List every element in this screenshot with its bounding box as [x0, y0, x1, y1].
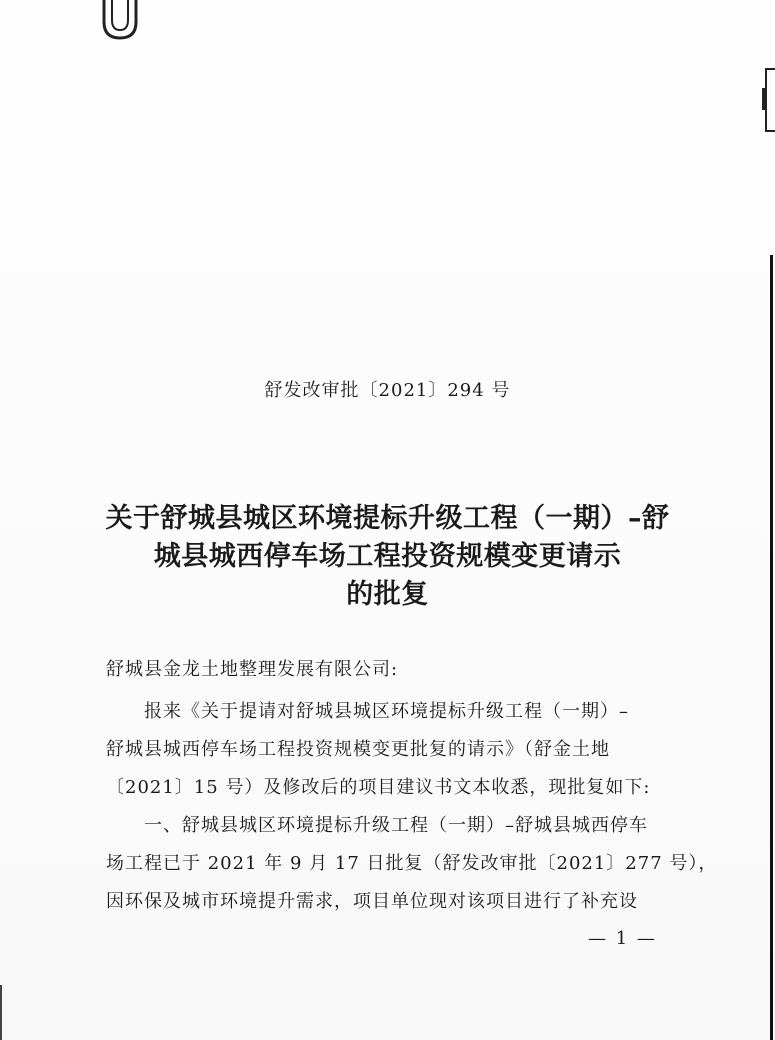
title-line-1: 关于舒城县城区环境提标升级工程（一期）–舒 — [105, 503, 670, 534]
page-number: — 1 — — [588, 928, 657, 949]
body-line: 一、舒城县城区环境提标升级工程（一期）–舒城县城西停车 — [144, 815, 648, 836]
scan-edge-tick — [762, 88, 765, 110]
document-number: 舒发改审批〔2021〕294 号 — [264, 380, 511, 401]
scan-edge-mark — [765, 68, 775, 132]
scan-right-border — [770, 255, 773, 1040]
body-line: 舒城县城西停车场工程投资规模变更批复的请示》（舒金土地 — [106, 739, 610, 760]
title-line-3: 的批复 — [346, 579, 429, 610]
title-line-2: 城县城西停车场工程投资规模变更请示 — [153, 541, 622, 572]
body-line: 场工程已于 2021 年 9 月 17 日批复（舒发改审批〔2021〕277 号）， — [106, 853, 718, 874]
body-line: 报来《关于提请对舒城县城区环境提标升级工程（一期）– — [144, 701, 629, 722]
paper-clip-icon — [98, 0, 142, 44]
document-body — [106, 693, 718, 921]
addressee: 舒城县金龙土地整理发展有限公司: — [106, 659, 399, 680]
document-title — [60, 500, 715, 614]
scan-left-border — [0, 985, 2, 1040]
body-line: 〔2021〕15 号）及修改后的项目建议书文本收悉，现批复如下: — [106, 777, 651, 798]
body-line: 因环保及城市环境提升需求，项目单位现对该项目进行了补充设 — [106, 891, 638, 912]
